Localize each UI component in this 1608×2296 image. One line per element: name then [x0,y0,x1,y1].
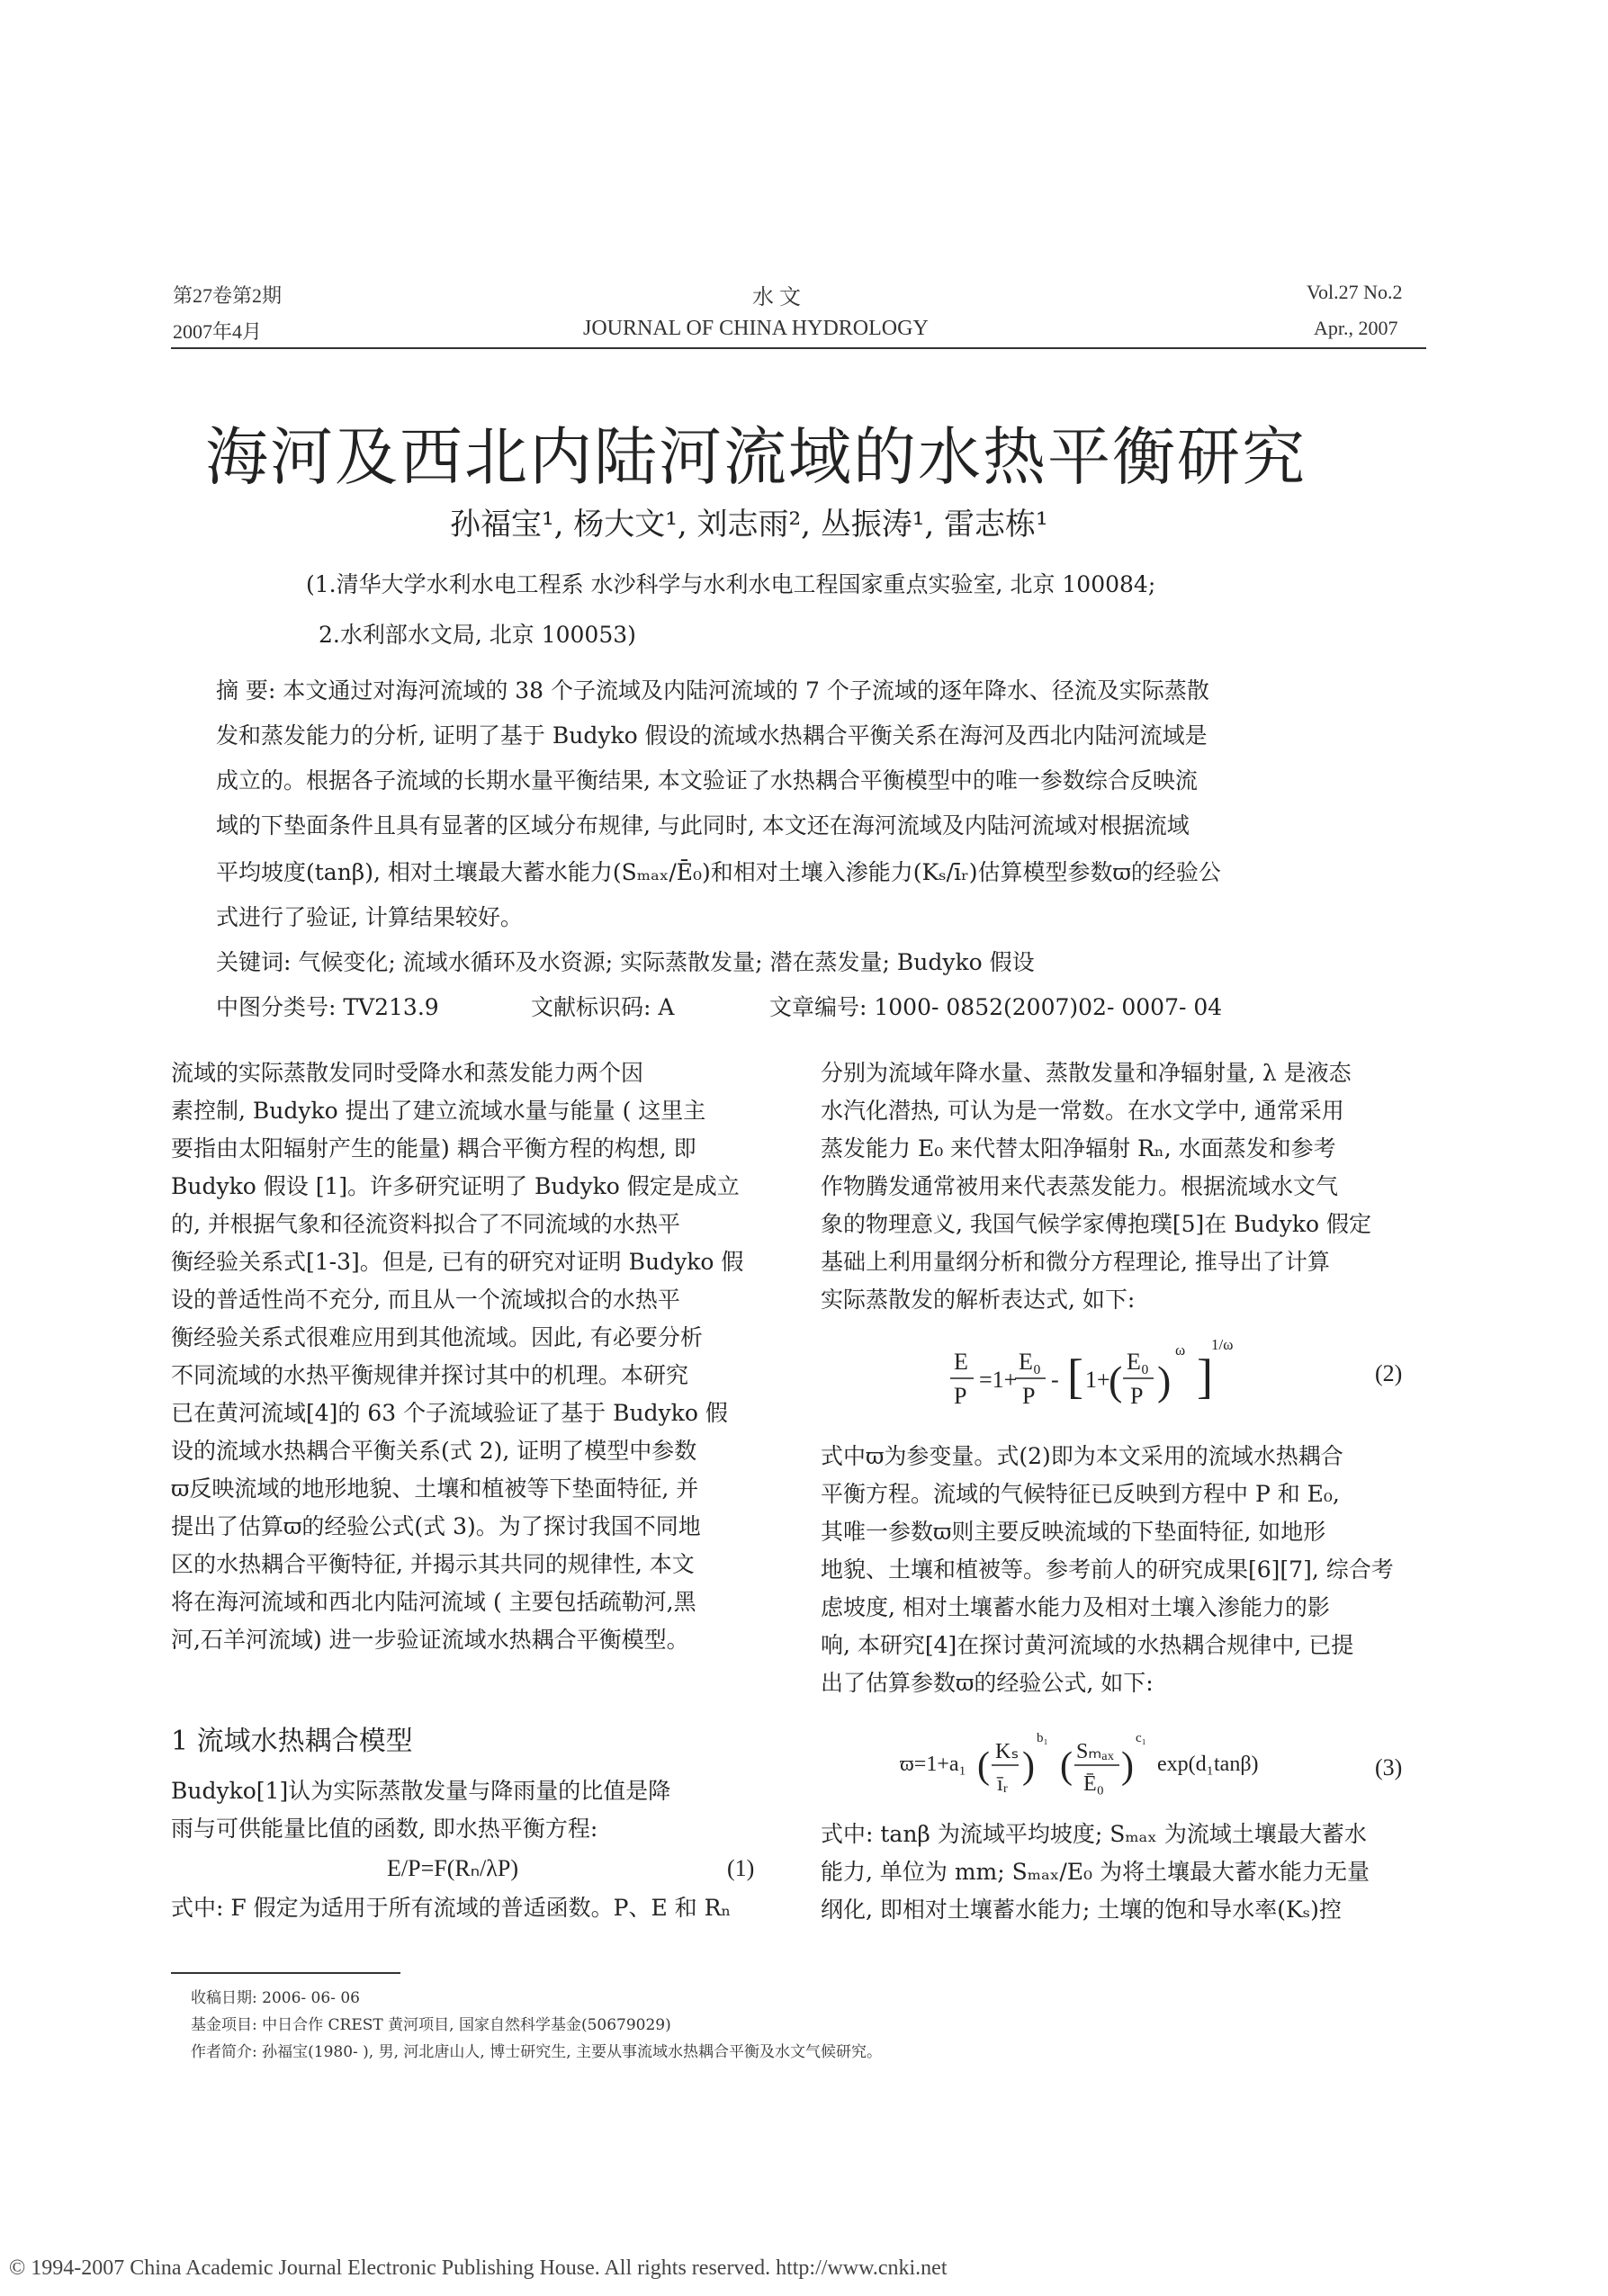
paragraph-line: 雨与可供能量比值的函数, 即水热平衡方程: [171,1816,598,1842]
svg-text:]: ] [1197,1350,1213,1404]
left-column-2 [171,1772,670,1848]
abstract-line: 摘 要: 本文通过对海河流域的 38 个子流域及内陆河流域的 7 个子流域的逐年降水、径流及实际蒸散 [216,677,1209,704]
footnote-funding: 基金项目: 中日合作 CREST 黄河项目, 国家自然科学基金(50679029) [191,2016,671,2034]
abstract-line: 成立的。根据各子流域的长期水量平衡结果, 本文验证了水热耦合平衡模型中的唯一参数综合反映流 [216,767,1198,794]
abstract-line: 平均坡度(tanβ), 相对土壤最大蓄水能力(Sₘₐₓ/Ē₀)和相对土壤入渗能力(Kₛ/īᵣ)估算模型参数ϖ的经验公 [216,859,1221,885]
paragraph-line: 区的水热耦合平衡特征, 并揭示其共同的规律性, 本文 [171,1551,695,1577]
author-list: 孙福宝¹, 杨大文¹, 刘志雨², 丛振涛¹, 雷志栋¹ [450,507,1048,543]
svg-text:īᵣ: īᵣ [997,1772,1009,1796]
equation-1-number: (1) [727,1855,755,1881]
equation-1: E/P=F(Rₙ/λP) [387,1855,518,1881]
paper-title: 海河及西北内陆河流域的水热平衡研究 [205,420,1307,494]
svg-text:(: ( [977,1745,990,1787]
footnote-received: 收稿日期: 2006- 06- 06 [191,1989,360,2007]
svg-text:Kₛ: Kₛ [995,1740,1020,1763]
journal-name-cn: 水 文 [752,286,801,309]
paragraph-line: 实际蒸散发的解析表达式, 如下: [821,1287,1136,1313]
paragraph-line: 式中: F 假定为适用于所有流域的普适函数。P、E 和 Rₙ [171,1895,732,1921]
paragraph-line: 流域的实际蒸散发同时受降水和蒸发能力两个因 [171,1060,644,1086]
svg-text:P: P [1022,1383,1036,1409]
left-column [171,1054,743,1659]
svg-text:E₀: E₀ [1019,1349,1041,1375]
paragraph-line: Budyko 假设 [1]。许多研究证明了 Budyko 假定是成立 [171,1173,740,1199]
equation-3 [900,1727,1350,1808]
svg-text:): ) [1157,1358,1172,1404]
svg-text:P: P [954,1383,967,1409]
abstract-line: 发和蒸发能力的分析, 证明了基于 Budyko 假设的流域水热耦合平衡关系在海河及西北内陆河流域是 [216,722,1208,749]
svg-text:=1+: =1+ [979,1367,1018,1393]
paragraph-line: 素控制, Budyko 提出了建立流域水量与能量 ( 这里主 [171,1098,706,1124]
section-heading: 1 流域水热耦合模型 [171,1726,413,1757]
right-column [821,1054,1371,1319]
svg-text:exp(d₁tanβ): exp(d₁tanβ) [1157,1753,1259,1776]
issue-label: 第27卷第2期 [173,284,283,307]
right-column-2 [821,1438,1394,1702]
paragraph-line: 不同流域的水热平衡规律并探讨其中的机理。本研究 [171,1362,689,1388]
svg-text:Sₘₐₓ: Sₘₐₓ [1076,1740,1114,1763]
paragraph-line: 设的普适性尚不充分, 而且从一个流域拟合的水热平 [171,1287,680,1313]
clc-number: 中图分类号: TV213.9 [216,994,439,1020]
paragraph-line: 象的物理意义, 我国气候学家傅抱璞[5]在 Budyko 假定 [821,1211,1372,1237]
svg-text:(: ( [1060,1745,1073,1787]
article-number: 文章编号: 1000- 0852(2007)02- 0007- 04 [769,994,1223,1020]
paragraph-line: 其唯一参数ϖ则主要反映流域的下垫面特征, 如地形 [821,1519,1326,1545]
paragraph-line: 衡经验关系式很难应用到其他流域。因此, 有必要分析 [171,1324,703,1350]
paragraph-line: 分别为流域年降水量、蒸散发量和净辐射量, λ 是液态 [821,1060,1352,1086]
equation-2 [936,1332,1296,1431]
copyright-footer: © 1994-2007 China Academic Journal Electronic Publishing House. All rights reserved. http://www.cnki.net [9,2256,948,2280]
footnote-author: 作者简介: 孙福宝(1980- ), 男, 河北唐山人, 博士研究生, 主要从事流域水热耦合平衡及水文气候研究。 [191,2043,883,2061]
svg-text:Ē₀: Ē₀ [1083,1772,1105,1796]
paragraph-line: 提出了估算ϖ的经验公式(式 3)。为了探讨我国不同地 [171,1513,701,1539]
paragraph-line: 水汽化潜热, 可认为是一常数。在水文学中, 通常采用 [821,1098,1344,1124]
paragraph-line: 式中ϖ为参变量。式(2)即为本文采用的流域水热耦合 [821,1443,1343,1469]
paragraph-line: 将在海河流域和西北内陆河流域 ( 主要包括疏勒河,黑 [171,1589,696,1615]
svg-text:ϖ=1+a₁: ϖ=1+a₁ [900,1753,966,1776]
journal-name-en: JOURNAL OF CHINA HYDROLOGY [583,317,929,340]
paragraph-line: 平衡方程。流域的气候特征已反映到方程中 P 和 E₀, [821,1481,1340,1507]
paragraph-line: 地貌、土壤和植被等。参考前人的研究成果[6][7], 综合考 [821,1556,1394,1583]
left-column-3 [171,1889,731,1927]
issue-date: 2007年4月 [173,320,263,343]
paragraph-line: 要指由太阳辐射产生的能量) 耦合平衡方程的构想, 即 [171,1135,696,1161]
keywords: 关键词: 气候变化; 流域水循环及水资源; 实际蒸散发量; 潜在蒸发量; Budyko 假设 [216,949,1035,975]
paragraph-line: 作物腾发通常被用来代表蒸发能力。根据流域水文气 [821,1173,1339,1199]
svg-text:b₁: b₁ [1037,1731,1048,1745]
svg-text:c₁: c₁ [1136,1731,1146,1745]
paragraph-line: 河,石羊河流域) 进一步验证流域水热耦合平衡模型。 [171,1627,689,1653]
document-code: 文献标识码: A [531,994,675,1020]
paragraph-line: 响, 本研究[4]在探讨黄河流域的水热耦合规律中, 已提 [821,1632,1354,1658]
paragraph-line: 已在黄河流域[4]的 63 个子流域验证了基于 Budyko 假 [171,1400,728,1426]
abstract-line: 域的下垫面条件且具有显著的区域分布规律, 与此同时, 本文还在海河流域及内陆河流域对根据流域 [216,812,1190,839]
footnote-rule [171,1972,400,1974]
volume-date: Apr., 2007 [1314,317,1398,339]
paragraph-line: 的, 并根据气象和径流资料拟合了不同流域的水热平 [171,1211,680,1237]
svg-text:E: E [954,1349,968,1375]
paragraph-line: Budyko[1]认为实际蒸散发量与降雨量的比值是降 [171,1778,671,1804]
svg-text:): ) [1022,1745,1035,1787]
svg-text:P: P [1130,1383,1144,1409]
paragraph-line: 式中: tanβ 为流域平均坡度; Sₘₐₓ 为流域土壤最大蓄水 [821,1821,1367,1847]
right-column-3 [821,1816,1370,1929]
paragraph-line: 蒸发能力 E₀ 来代替太阳净辐射 Rₙ, 水面蒸发和参考 [821,1135,1336,1161]
svg-text:-: - [1051,1367,1059,1393]
svg-text:(: ( [1109,1358,1123,1404]
volume-label: Vol.27 No.2 [1307,281,1403,303]
svg-text:): ) [1121,1745,1134,1787]
paragraph-line: 衡经验关系式[1-3]。但是, 已有的研究对证明 Budyko 假 [171,1249,744,1275]
paragraph-line: 纲化, 即相对土壤蓄水能力; 土壤的饱和导水率(Kₛ)控 [821,1897,1342,1923]
header-rule [171,347,1426,349]
svg-text:[: [ [1067,1350,1083,1404]
paragraph-line: 虑坡度, 相对土壤蓄水能力及相对土壤入渗能力的影 [821,1594,1330,1620]
paragraph-line: 出了估算参数ϖ的经验公式, 如下: [821,1670,1154,1696]
equation-2-number: (2) [1375,1360,1403,1386]
affiliation-2: 2.水利部水文局, 北京 100053) [319,622,636,648]
paragraph-line: 能力, 单位为 mm; Sₘₐₓ/E₀ 为将土壤最大蓄水能力无量 [821,1859,1370,1885]
svg-text:1+: 1+ [1085,1367,1110,1393]
paragraph-line: ϖ反映流域的地形地貌、土壤和植被等下垫面特征, 并 [171,1475,699,1502]
affiliation-1: (1.清华大学水利水电工程系 水沙科学与水利水电工程国家重点实验室, 北京 100084; [306,571,1156,597]
abstract-line: 式进行了验证, 计算结果较好。 [216,904,523,930]
equation-3-number: (3) [1375,1754,1403,1780]
paragraph-line: 设的流域水热耦合平衡关系(式 2), 证明了模型中参数 [171,1438,697,1464]
paragraph-line: 基础上利用量纲分析和微分方程理论, 推导出了计算 [821,1249,1330,1275]
svg-text:E₀: E₀ [1127,1349,1149,1375]
svg-text:ω: ω [1175,1341,1186,1359]
svg-text:1/ω: 1/ω [1211,1336,1234,1353]
